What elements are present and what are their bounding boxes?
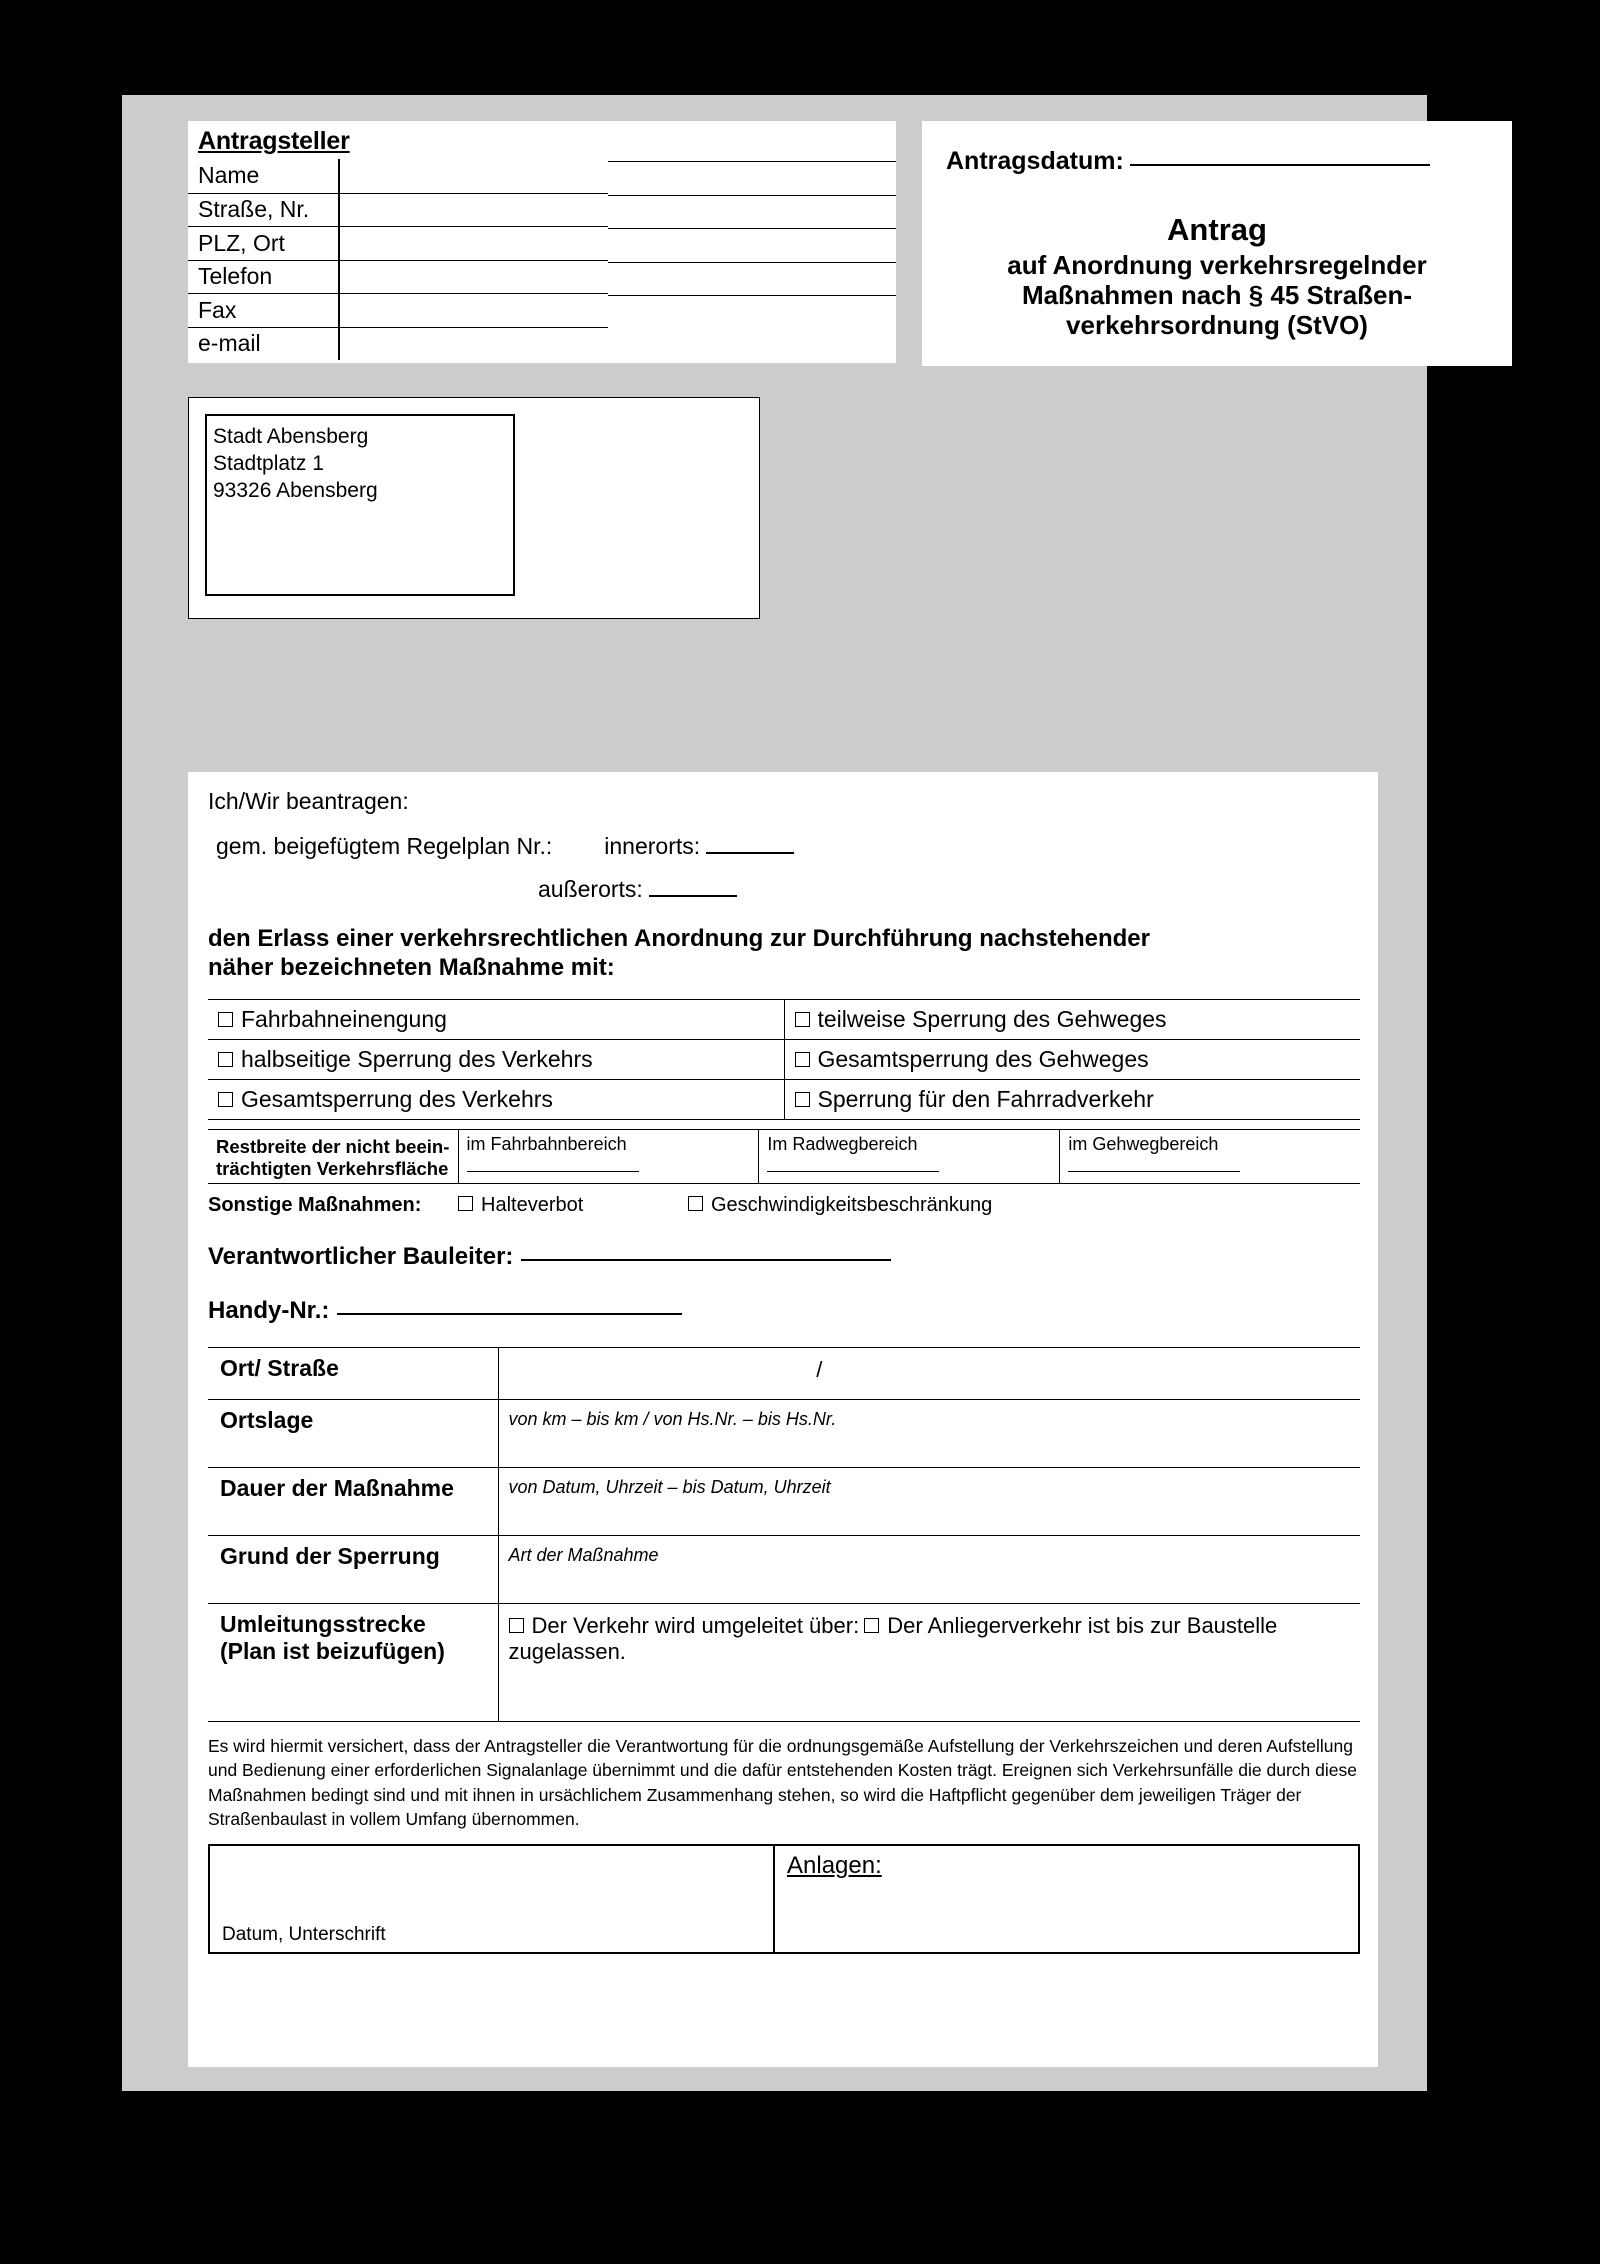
request-statement: [208, 903, 1360, 983]
sonstige-option1-label: Halteverbot: [481, 1193, 584, 1216]
table-row: [208, 999, 1360, 1039]
restbreite-table: [208, 1129, 1360, 1184]
bauleiter-row: [208, 1243, 1360, 1271]
innerorts-input[interactable]: [706, 852, 794, 854]
applicant-block: [188, 121, 608, 363]
applicant-title: Antragsteller: [198, 127, 350, 155]
dauer-cell[interactable]: [498, 1467, 1360, 1535]
checkbox-icon[interactable]: [795, 1012, 810, 1027]
dauer-hint: von Datum, Uhrzeit – bis Datum, Uhrzeit: [508, 1476, 831, 1497]
applicant-value-cell[interactable]: [608, 228, 896, 262]
measure-label: Gesamtsperrung des Gehweges: [817, 1045, 1149, 1072]
handy-input[interactable]: [337, 1313, 682, 1315]
form-title: [946, 212, 1488, 340]
ortslage-label: Ortslage: [208, 1399, 498, 1467]
checkbox-icon[interactable]: [218, 1012, 233, 1027]
sonstige-option-geschwindigkeit[interactable]: [688, 1194, 992, 1217]
restbreite-gehweg-label: im Gehwegbereich: [1068, 1133, 1219, 1154]
umleitung-label: [208, 1603, 498, 1721]
applicant-label: Fax: [198, 296, 237, 323]
applicant-row-fax[interactable]: [188, 293, 608, 327]
restbreite-fahrbahn-cell[interactable]: [458, 1129, 759, 1183]
checkbox-icon[interactable]: [864, 1618, 879, 1633]
handy-row: [208, 1297, 1360, 1325]
table-row: [209, 1845, 1359, 1953]
column-divider: [338, 227, 340, 260]
restbreite-label: [208, 1129, 458, 1183]
dauer-label: Dauer der Maßnahme: [208, 1467, 498, 1535]
restbreite-radweg-cell[interactable]: [759, 1129, 1060, 1183]
form-body: [188, 772, 1378, 2067]
applicant-row-street[interactable]: [188, 193, 608, 227]
sonstige-massnahmen-row: [208, 1194, 1360, 1217]
ortslage-cell[interactable]: [498, 1399, 1360, 1467]
column-divider: [338, 159, 340, 193]
applicant-value-cell[interactable]: [608, 195, 896, 229]
application-date-row: [946, 147, 1488, 176]
applicant-value-column[interactable]: [608, 121, 896, 363]
table-row: [208, 1079, 1360, 1119]
address-line-2: Stadtplatz 1: [213, 451, 324, 475]
address-line-3: 93326 Abensberg: [213, 478, 378, 502]
table-row: [208, 1603, 1360, 1721]
measure-option-gesamtsperrung-gehweg[interactable]: [784, 1039, 1360, 1079]
checkbox-icon[interactable]: [795, 1052, 810, 1067]
applicant-value-cell[interactable]: [608, 121, 896, 161]
ausserorts-input[interactable]: [649, 895, 737, 897]
ausserorts-label: außerorts:: [538, 876, 643, 902]
details-table: [208, 1347, 1360, 1722]
grund-hint: Art der Maßnahme: [508, 1544, 659, 1565]
umleitung-option-umgeleitet[interactable]: [509, 1613, 860, 1638]
ausserorts-row: [208, 860, 1360, 903]
measure-option-fahrradverkehr[interactable]: [784, 1079, 1360, 1119]
checkbox-icon[interactable]: [688, 1196, 703, 1211]
form-sheet: [122, 95, 1427, 2091]
signature-cell[interactable]: [209, 1845, 774, 1953]
table-row: [208, 1347, 1360, 1399]
recipient-address-box: [205, 414, 515, 596]
checkbox-icon[interactable]: [218, 1092, 233, 1107]
restbreite-gehweg-cell[interactable]: [1060, 1129, 1360, 1183]
measure-option-gesamtsperrung-verkehr[interactable]: [208, 1079, 784, 1119]
umleitung-option2-label: Der Anliegerverkehr ist bis zur Baustelle zugelassen.: [508, 1612, 1278, 1664]
applicant-label: PLZ, Ort: [198, 229, 285, 256]
form-title-sub2: Maßnahmen nach § 45 Straßen-: [1021, 280, 1413, 311]
form-title-sub3: verkehrsordnung (StVO): [1066, 310, 1368, 341]
anlagen-cell[interactable]: [774, 1845, 1359, 1953]
address-block: [188, 397, 760, 619]
measure-label: Sperrung für den Fahrradverkehr: [817, 1085, 1154, 1112]
sonstige-option-halteverbot[interactable]: [458, 1194, 688, 1217]
form-title-sub1: auf Anordnung verkehrsregelnder: [1007, 249, 1427, 280]
measure-option-teilweise-gehweg[interactable]: [784, 999, 1360, 1039]
checkbox-icon[interactable]: [795, 1092, 810, 1107]
column-divider: [338, 194, 340, 227]
table-row: [208, 1467, 1360, 1535]
checkbox-icon[interactable]: [509, 1618, 524, 1633]
umleitung-option1-label: Der Verkehr wird umgeleitet über:: [531, 1612, 860, 1638]
umleitung-label-line1: Umleitungsstrecke: [220, 1610, 426, 1637]
innerorts-label: innerorts:: [604, 833, 701, 859]
applicant-value-cell[interactable]: [608, 161, 896, 195]
bauleiter-label: Verantwortlicher Bauleiter:: [208, 1242, 514, 1270]
table-row: [208, 1399, 1360, 1467]
applicant-label: Telefon: [198, 263, 273, 290]
application-date-input[interactable]: [1130, 164, 1430, 166]
ort-strasse-label: Ort/ Straße: [208, 1347, 498, 1399]
sonstige-option2-label: Geschwindigkeitsbeschränkung: [711, 1193, 993, 1216]
checkbox-icon[interactable]: [218, 1052, 233, 1067]
measure-option-fahrbahneinengung[interactable]: [208, 999, 784, 1039]
applicant-row-email[interactable]: [188, 327, 608, 361]
applicant-label: Straße, Nr.: [198, 196, 310, 223]
measure-label: teilweise Sperrung des Gehweges: [817, 1005, 1167, 1032]
restbreite-radweg-input[interactable]: [767, 1171, 939, 1172]
restbreite-label-line1: Restbreite der nicht beein-: [216, 1135, 450, 1157]
signature-caption: Datum, Unterschrift: [222, 1923, 386, 1945]
form-title-main: Antrag: [1167, 212, 1267, 247]
applicant-row-city[interactable]: [188, 226, 608, 260]
umleitung-label-line2: (Plan ist beizufügen): [220, 1638, 445, 1665]
measure-label: halbseitige Sperrung des Verkehrs: [241, 1045, 593, 1072]
bauleiter-input[interactable]: [521, 1259, 891, 1261]
column-divider: [338, 261, 340, 294]
applicant-value-cell[interactable]: [608, 262, 896, 296]
column-divider: [338, 328, 340, 361]
anlagen-label: Anlagen:: [787, 1851, 882, 1879]
applicant-value-cell[interactable]: [608, 295, 896, 329]
address-line-1: Stadt Abensberg: [213, 425, 369, 448]
applicant-label: Name: [198, 162, 260, 189]
table-row: [208, 1129, 1360, 1183]
request-statement-line1: den Erlass einer verkehrsrechtlichen Anordnung zur Durchführung nachstehender: [208, 925, 1150, 952]
restbreite-fahrbahn-input[interactable]: [467, 1171, 639, 1172]
application-date-label: Antragsdatum:: [946, 147, 1124, 175]
signature-table: [208, 1844, 1360, 1954]
regelplan-label: gem. beigefügtem Regelplan Nr.:: [216, 833, 553, 859]
grund-label: Grund der Sperrung: [208, 1535, 498, 1603]
measure-option-halbseitige-sperrung[interactable]: [208, 1039, 784, 1079]
table-row: [208, 1039, 1360, 1079]
restbreite-gehweg-input[interactable]: [1068, 1171, 1240, 1172]
ortslage-hint: von km – bis km / von Hs.Nr. – bis Hs.Nr.: [508, 1408, 837, 1429]
handy-label: Handy-Nr.:: [208, 1296, 330, 1324]
applicant-row-phone[interactable]: [188, 260, 608, 294]
request-statement-line2: näher bezeichneten Maßnahme mit:: [208, 953, 615, 981]
checkbox-icon[interactable]: [458, 1196, 473, 1211]
ort-strasse-value: /: [816, 1356, 823, 1382]
applicant-label: e-mail: [198, 330, 261, 357]
measure-label: Fahrbahneinengung: [241, 1005, 447, 1032]
restbreite-label-line2: trächtigten Verkehrsfläche: [216, 1158, 449, 1180]
grund-cell[interactable]: [498, 1535, 1360, 1603]
measures-table: [208, 999, 1360, 1120]
restbreite-fahrbahn-label: im Fahrbahnbereich: [466, 1133, 627, 1154]
request-intro: Ich/Wir beantragen:: [208, 788, 409, 814]
table-row: [208, 1535, 1360, 1603]
restbreite-radweg-label: Im Radwegbereich: [767, 1133, 918, 1154]
regelplan-row: [208, 815, 1360, 860]
measure-label: Gesamtsperrung des Verkehrs: [241, 1085, 553, 1112]
umleitung-cell: [498, 1603, 1360, 1721]
ort-strasse-cell[interactable]: [498, 1347, 1360, 1399]
column-divider: [338, 294, 340, 327]
applicant-row-name[interactable]: [188, 159, 608, 193]
title-block: [922, 121, 1512, 366]
declaration-text: Es wird hiermit versichert, dass der Antragsteller die Verantwortung für die ordnungsgemäße Aufstellung der Verkehrszeichen und deren Aufstellung und Bedienung einer erforderlichen Signalanlage übernimmt und die dafür entstehenden Kosten trägt. Ereignen sich Verkehrsunfälle die durch diese Maßnahmen bedingt sind und mit ihnen in ursächlichem Zusammenhang stehen, so wird die Haftpflicht gegenüber dem jeweiligen Träger der Straßenbaulast in vollem Umfang übernommen.: [208, 1735, 1357, 1830]
sonstige-label: Sonstige Maßnahmen:: [208, 1193, 422, 1216]
